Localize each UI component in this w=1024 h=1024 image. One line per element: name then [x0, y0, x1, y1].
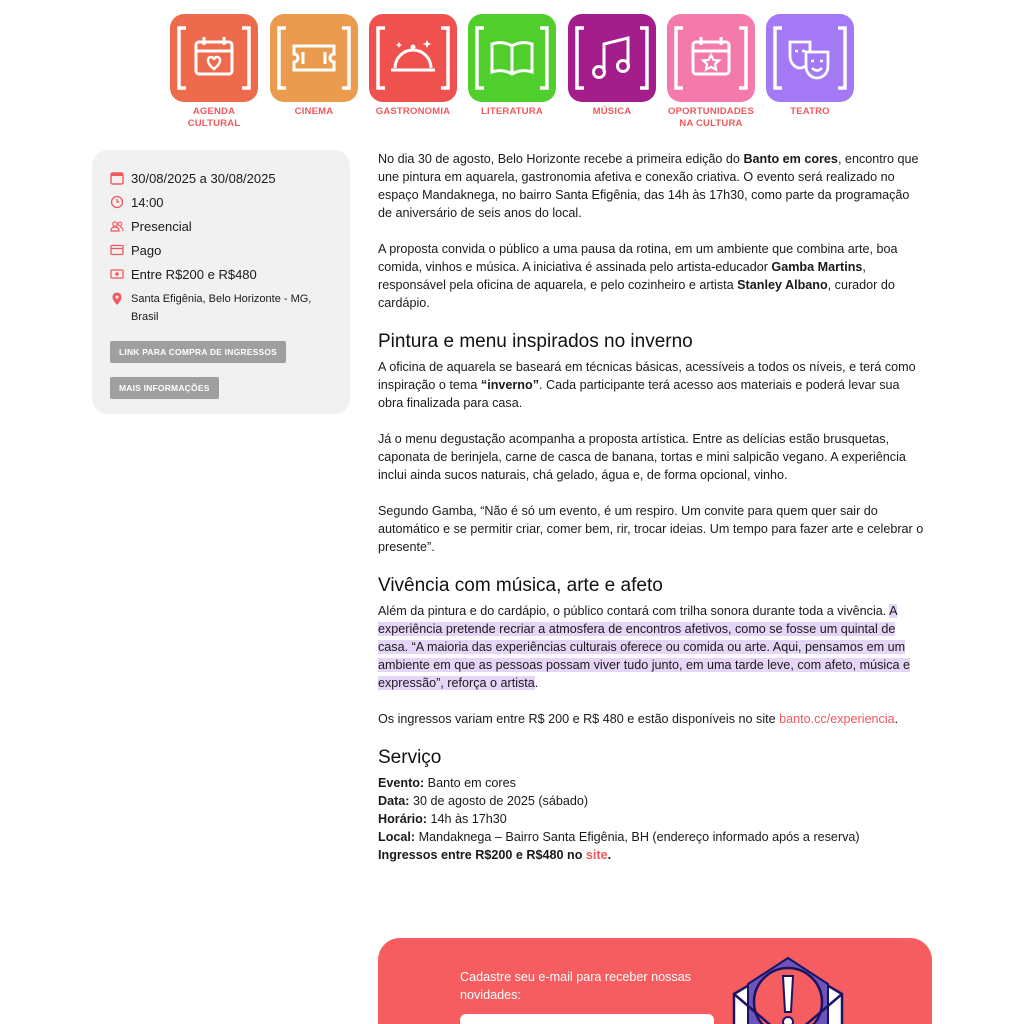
- text-span: A oficina de aquarela se baseará em técnicas básicas, acessíveis a todos os níveis, e terá como inspiração o tema: [378, 360, 916, 392]
- category-literatura[interactable]: [468, 14, 556, 118]
- event-price-type: Pago: [131, 242, 162, 258]
- category-tile: [667, 14, 755, 102]
- service-line: [378, 792, 926, 810]
- map-pin-icon: [110, 292, 124, 306]
- article-paragraph: [378, 150, 926, 222]
- music-note-icon: [568, 14, 656, 102]
- article-paragraph: Já o menu degustação acompanha a proposta artística. Entre as delícias estão brusquetas, caponata de berinjela, carne de casca de banana, tortas e mini salpicão vegano. A experiência inclui ainda sucos naturais, chá gelado, água e, de forma opcional, vinho.: [378, 432, 906, 482]
- service-value: 14h às 17h30: [426, 812, 507, 826]
- service-line: [378, 774, 926, 792]
- open-book-icon: [468, 14, 556, 102]
- text-span: .: [534, 676, 539, 690]
- category-nav: [170, 14, 860, 134]
- category-tile: [170, 14, 258, 102]
- artist-name-bold: Gamba Martins: [771, 260, 863, 274]
- envelope-alert-icon: [728, 954, 848, 1024]
- event-location: Santa Efigênia, Belo Horizonte - MG, Brasil: [131, 293, 312, 323]
- text-span: .: [607, 848, 612, 862]
- event-location-row: [110, 290, 332, 326]
- category-tile: [468, 14, 556, 102]
- service-line: [378, 810, 926, 828]
- article-body: [378, 150, 926, 864]
- article-paragraph: Segundo Gamba, “Não é só um evento, é um respiro. Um convite para quem quer sair do automático e se permitir criar, comer bem, rir, trocar ideias. Um tempo para fazer arte e celebrar o presente”.: [378, 504, 924, 554]
- calendar-heart-icon: [170, 14, 258, 102]
- newsletter-banner: [378, 938, 932, 1024]
- text-span: . Cada participante terá acesso aos materiais e poderá levar sua obra finalizada para casa.: [378, 378, 900, 410]
- card-icon: [110, 243, 124, 257]
- text-span: No dia 30 de agosto, Belo Horizonte recebe a primeira edição do: [378, 152, 744, 166]
- section-heading: Vivência com música, arte e afeto: [378, 575, 663, 596]
- category-label: OPORTUNIDADES NA CULTURA: [668, 106, 754, 129]
- text-span: , encontro que une pintura em aquarela, gastronomia afetiva e conexão criativa. O evento será realizado no espaço Mandaknega, no bairro Santa Efigênia, das 14h às 17h30, como parte da programação de aniversário de seis anos do local.: [378, 152, 919, 220]
- category-teatro[interactable]: [766, 14, 854, 118]
- category-cinema[interactable]: [270, 14, 358, 118]
- text-span: .: [894, 712, 899, 726]
- money-icon: [110, 267, 124, 281]
- text-span: Além da pintura e do cardápio, o público contará com trilha sonora durante toda a vivência.: [378, 604, 890, 618]
- text-span: Os ingressos variam entre R$ 200 e R$ 480 e estão disponíveis no site: [378, 712, 780, 726]
- text-span: , curador do cardápio.: [378, 278, 895, 310]
- event-name-bold: Banto em cores: [743, 152, 838, 166]
- category-tile: [568, 14, 656, 102]
- service-value: Banto em cores: [424, 776, 516, 790]
- event-info-card: [92, 150, 350, 414]
- service-tickets: Ingressos entre R$200 e R$480 no: [378, 848, 586, 862]
- highlighted-text: A experiência pretende recriar a atmosfera de encontros afetivos, como se fosse um quintal de casa. “A maioria das experiências culturais oferece ou comida ou arte. Aqui, pensamos em um ambiente em que as pessoas possam viver tudo junto, em uma tarde leve, com afeto, música e expressão”, reforça o artista: [378, 604, 911, 690]
- service-info: [378, 774, 926, 864]
- event-price-range-row: [110, 262, 332, 286]
- category-label: AGENDA CULTURAL: [187, 106, 241, 129]
- experience-link[interactable]: banto.cc/experiencia: [779, 712, 895, 726]
- food-cloche-icon: [369, 14, 457, 102]
- text-span: A proposta convida o público a uma pausa da rotina, em um ambiente que combina arte, boa comida, vinhos e música. A iniciativa é assinada pelo artista-educador: [378, 242, 898, 274]
- event-date: 30/08/2025 a 30/08/2025: [131, 170, 276, 186]
- category-tile: [369, 14, 457, 102]
- category-musica[interactable]: [568, 14, 656, 118]
- service-line: [378, 828, 926, 846]
- category-label: CINEMA: [294, 106, 334, 117]
- category-label: TEATRO: [790, 106, 830, 117]
- event-price-range: Entre R$200 e R$480: [131, 266, 257, 282]
- category-label: GASTRONOMIA: [375, 106, 451, 117]
- event-mode-row: [110, 214, 332, 238]
- service-label: Data:: [378, 794, 410, 808]
- service-value: Mandaknega – Bairro Santa Efigênia, BH (endereço informado após a reserva): [415, 830, 860, 844]
- section-heading: Pintura e menu inspirados no inverno: [378, 331, 693, 352]
- article-paragraph: [378, 602, 926, 692]
- category-oportunidades[interactable]: [667, 14, 755, 130]
- category-label: MÚSICA: [592, 106, 632, 117]
- service-label: Local:: [378, 830, 416, 844]
- category-label: LITERATURA: [481, 106, 543, 117]
- article-paragraph: [378, 710, 926, 728]
- section-heading: Serviço: [378, 747, 442, 768]
- event-time: 14:00: [131, 194, 164, 210]
- calendar-icon: [110, 171, 124, 185]
- newsletter-email-input[interactable]: [460, 1014, 714, 1024]
- article-paragraph: [378, 358, 926, 412]
- event-price-type-row: [110, 238, 332, 262]
- service-label: Evento:: [378, 776, 425, 790]
- category-gastronomia[interactable]: [369, 14, 457, 118]
- service-label: Horário:: [378, 812, 427, 826]
- category-agenda-cultural[interactable]: [170, 14, 258, 130]
- site-link[interactable]: site: [585, 848, 608, 862]
- people-icon: [110, 219, 124, 233]
- category-tile: [766, 14, 854, 102]
- calendar-star-icon: [667, 14, 755, 102]
- theater-masks-icon: [766, 14, 854, 102]
- event-date-row: [110, 166, 332, 190]
- ticket-icon: [270, 14, 358, 102]
- buy-tickets-button[interactable]: LINK PARA COMPRA DE INGRESSOS: [110, 341, 286, 363]
- clock-icon: [110, 195, 124, 209]
- more-info-button[interactable]: MAIS INFORMAÇÕES: [110, 377, 219, 399]
- event-mode: Presencial: [131, 218, 192, 234]
- event-time-row: [110, 190, 332, 214]
- category-tile: [270, 14, 358, 102]
- text-span: , responsável pela oficina de aquarela, e pelo cozinheiro e artista: [378, 260, 866, 292]
- article-paragraph: [378, 240, 926, 312]
- theme-bold: “inverno”: [480, 378, 539, 392]
- newsletter-text: Cadastre seu e-mail para receber nossas novidades:: [460, 970, 691, 1002]
- service-value: 30 de agosto de 2025 (sábado): [409, 794, 589, 808]
- chef-name-bold: Stanley Albano: [737, 278, 828, 292]
- service-line: [378, 846, 926, 864]
